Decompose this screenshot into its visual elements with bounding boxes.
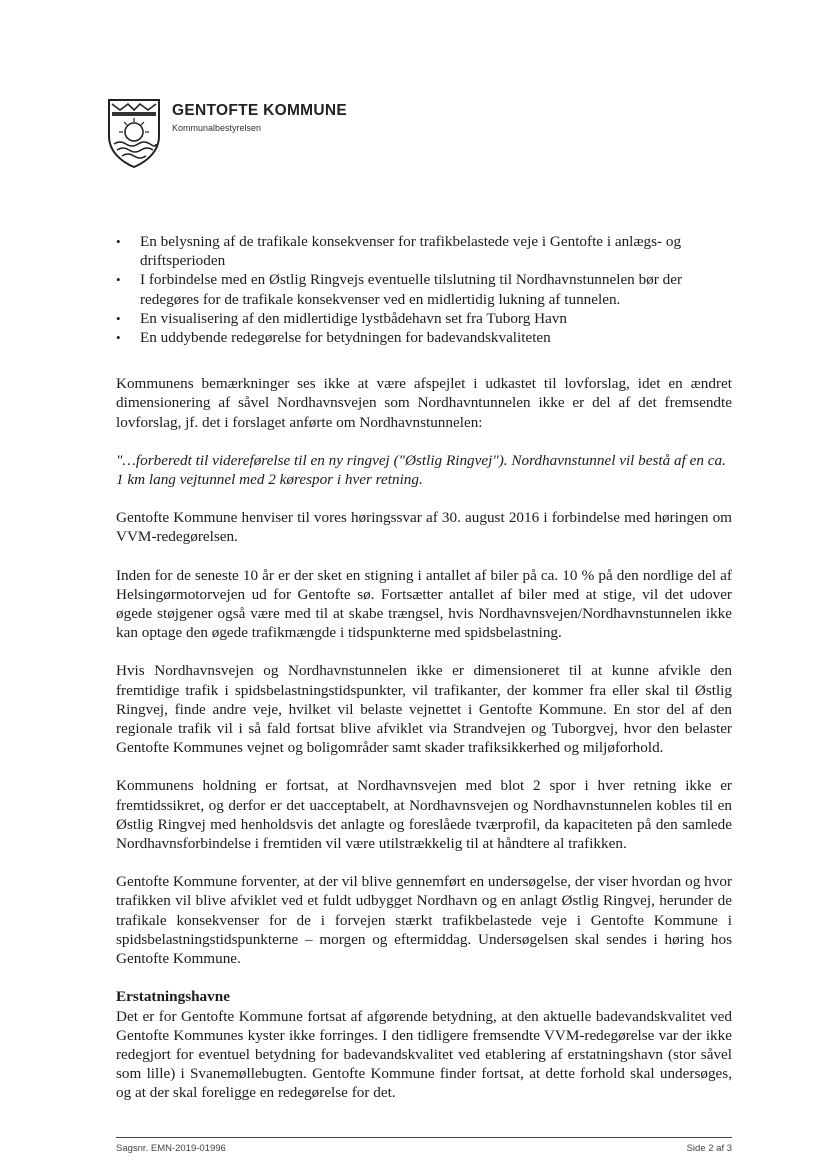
footer-divider	[116, 1137, 732, 1138]
paragraph-bathing-water: Det er for Gentofte Kommune fortsat af afgørende betydning, at den aktuelle badevandskvalitet ved Gentofte Kommunes kyster ikke forringes. I den tidligere fremsendte VVM-redegørelse var der ikke redegjort for eventuel betydning for badevandskvalitet ved etablering af erstatningshavn (stor såvel som lille) i Svanemøllebugten. Gentofte Kommune finder fortsat, at dette forhold skal undersøges, og at der skal foreligge en redegørelse for det.	[116, 1007, 732, 1102]
paragraph-investigation: Gentofte Kommune forventer, at der vil blive gennemført en undersøgelse, der viser hvordan og hvor trafikken vil blive afviklet ved et fuldt udbygget Nordhavn og en anlagt Østlig Ringvej, herunder de trafikale konsekvenser for de i forvejen stærkt trafikbelastede veje i Gentofte Kommune i spidsbelastningstidspunkterne – morgen og eftermiddag. Undersøgelsen skal sendes i høring hos Gentofte Kommune.	[116, 873, 732, 968]
quote-bill-excerpt: "…forberedt til videreførelse til en ny ringvej ("Østlig Ringvej"). Nordhavnstunnel vil bestå af en ca. 1 km lang vejtunnel med 2 kørespor i hver retning.	[116, 451, 726, 489]
paragraph-remarks: Kommunens bemærkninger ses ikke at være afspejlet i udkastet til lovforslag, idet en ændret dimensionering af såvel Nordhavnsvejen som Nordhavntunnelen ikke er del af det fremsendte lovforslag, jf. det i forslaget anførte om Nordhavnstunnelen:	[116, 375, 732, 431]
paragraph-hearing-reference: Gentofte Kommune henviser til vores høringssvar af 30. august 2016 i forbindelse med høringen om VVM-redegørelsen.	[116, 509, 732, 546]
section-heading: Erstatningshavne	[116, 988, 230, 1006]
list-item: • En uddybende redegørelse for betydningen for badevandskvaliteten	[116, 328, 732, 347]
letterhead	[106, 98, 366, 170]
paragraph-traffic-increase: Inden for de seneste 10 år er der sket en stigning i antallet af biler på ca. 10 % på den nordlige del af Helsingørmotorvejen ud for Gentofte sø. Fortsætter antallet af biler med at stige, vil det udover øgede støjgener også være med til at skabe trængsel, hvis Nordhavnsvejen/Nordhavnstunnelen ikke kan optage den øgede trafikmængde i tidspunkterne med spidsbelastning.	[116, 566, 732, 642]
paragraph-position: Kommunens holdning er fortsat, at Nordhavnsvejen med blot 2 spor i hver retning ikke er fremtidssikret, og derfor er det uacceptabelt, at Nordhavnsvejen og Nordhavnstunnelen kobles til en Østlig Ringvej med henholdsvis det anlagte og foreslåede tværprofil, da kapaciteten på den samlede Nordhavnsforbindelse i fremtiden vil være utilstrækkelig til at håndtere al trafikken.	[116, 777, 732, 853]
organization-name: GENTOFTE KOMMUNE	[172, 102, 348, 119]
case-number: Sagsnr. EMN-2019-01996	[116, 1143, 226, 1154]
page-number: Side 2 af 3	[686, 1143, 732, 1154]
municipal-crest-icon	[106, 98, 162, 168]
list-item: • En belysning af de trafikale konsekvenser for trafikbelastede veje i Gentofte i anlægs- og driftsperioden	[116, 232, 732, 270]
list-item: • I forbindelse med en Østlig Ringvejs eventuelle tilslutning til Nordhavnstunnelen bør der redegøres for de trafikale konsekvenser ved en midlertidig lukning af tunnelen.	[116, 270, 732, 308]
list-item: • En visualisering af den midlertidige lystbådehavn set fra Tuborg Havn	[116, 309, 732, 328]
bullet-list	[116, 232, 732, 347]
department-name: Kommunalbestyrelsen	[172, 123, 262, 133]
paragraph-dimensioning: Hvis Nordhavnsvejen og Nordhavnstunnelen ikke er dimensioneret til at kunne afvikle den fremtidige trafik i spidsbelastningstidspunkter, vil trafikanter, der kommer fra eller skal til Østlig Ringvej, finde andre veje, hvilket vil belaste vejnettet i Gentofte Kommune. En stor del af den regionale trafik vil i så fald fortsat blive afviklet via Strandvejen og Tuborgvej, hvor den belaster Gentofte Kommunes vejnet og boligområder samt skader trafiksikkerhed og miljøforhold.	[116, 662, 732, 757]
letter-body	[116, 232, 732, 1122]
